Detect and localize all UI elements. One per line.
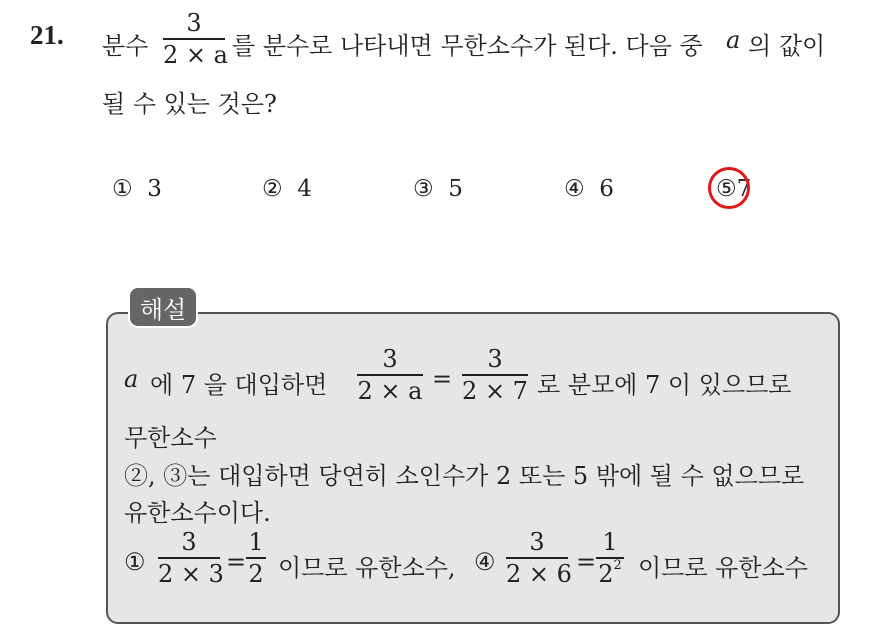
expl-fraction-1 (357, 346, 423, 404)
fraction-numerator: 3 (382, 345, 398, 373)
fraction-denominator: 2 (248, 559, 264, 588)
question-number: 21. (30, 20, 64, 50)
choice-value: 6 (599, 176, 614, 202)
question-text-1: 를 분수로 나타내면 무한소수가 된다. 다음 중 (232, 32, 703, 60)
fraction-denominator: 2 × 3 (158, 559, 224, 588)
expl-fraction-5 (506, 528, 572, 588)
expl-line1-text: 에 7 을 대입하면 (150, 371, 328, 399)
choice-mark: ④ (564, 176, 585, 202)
expl-line5-mid: 이므로 유한소수, (278, 554, 456, 582)
expl-equals: = (226, 548, 247, 576)
choice-2[interactable] (262, 176, 312, 202)
expl-fraction-6 (596, 529, 624, 587)
question-line-2: 될 수 있는 것은? (102, 90, 277, 118)
explanation-tab: 해설 (128, 286, 198, 328)
expl-line2: 무한소수 (124, 424, 217, 452)
expl-equals: = (576, 548, 597, 576)
fraction-numerator: 1 (602, 528, 618, 556)
expl-fraction-4 (246, 529, 266, 587)
choice-value: 7 (736, 176, 752, 202)
choice-value: 4 (297, 176, 312, 202)
power-exponent: 2 (613, 557, 622, 573)
expl-fraction-2 (462, 346, 528, 404)
question-fraction (163, 9, 228, 69)
choice-mark: ① (112, 176, 133, 202)
fraction-numerator: 1 (248, 528, 264, 556)
choice-4[interactable] (564, 176, 614, 202)
question-prefix: 분수 (102, 32, 149, 60)
fraction-denominator (596, 557, 624, 588)
expl-variable: a (124, 365, 139, 393)
fraction-numerator: 3 (186, 9, 202, 37)
answer-circle-icon (708, 167, 750, 209)
choice-3[interactable] (413, 176, 463, 202)
fraction-denominator: 2 × a (163, 40, 228, 69)
question-variable: a (726, 26, 741, 54)
fraction-numerator: 3 (181, 528, 197, 556)
fraction-denominator: 2 × 6 (506, 559, 572, 588)
power-base: 2 (598, 559, 614, 588)
expl-line5-tail: 이므로 유한소수 (638, 554, 808, 582)
fraction-denominator: 2 × a (357, 376, 423, 405)
expl-equals: = (432, 365, 453, 393)
choice-value: 5 (448, 176, 463, 202)
choice-mark: ⑤ (716, 176, 737, 202)
expl-line5-mark1: ① (124, 548, 146, 576)
choice-mark: ③ (413, 176, 434, 202)
question-text-2: 의 값이 (748, 32, 826, 60)
choice-value: 3 (147, 176, 162, 202)
fraction-denominator: 2 × 7 (462, 376, 528, 405)
choice-mark: ② (262, 176, 283, 202)
expl-fraction-3 (158, 528, 224, 588)
fraction-numerator: 3 (529, 528, 545, 556)
expl-line4: 유한소수이다. (124, 499, 271, 527)
expl-line3: ②, ③는 대입하면 당연히 소인수가 2 또는 5 밖에 될 수 없으므로 (124, 462, 805, 490)
expl-line1-tail: 로 분모에 7 이 있으므로 (537, 371, 792, 399)
choice-1[interactable] (112, 176, 162, 202)
fraction-numerator: 3 (487, 345, 503, 373)
expl-line5-mark2: ④ (474, 548, 496, 576)
